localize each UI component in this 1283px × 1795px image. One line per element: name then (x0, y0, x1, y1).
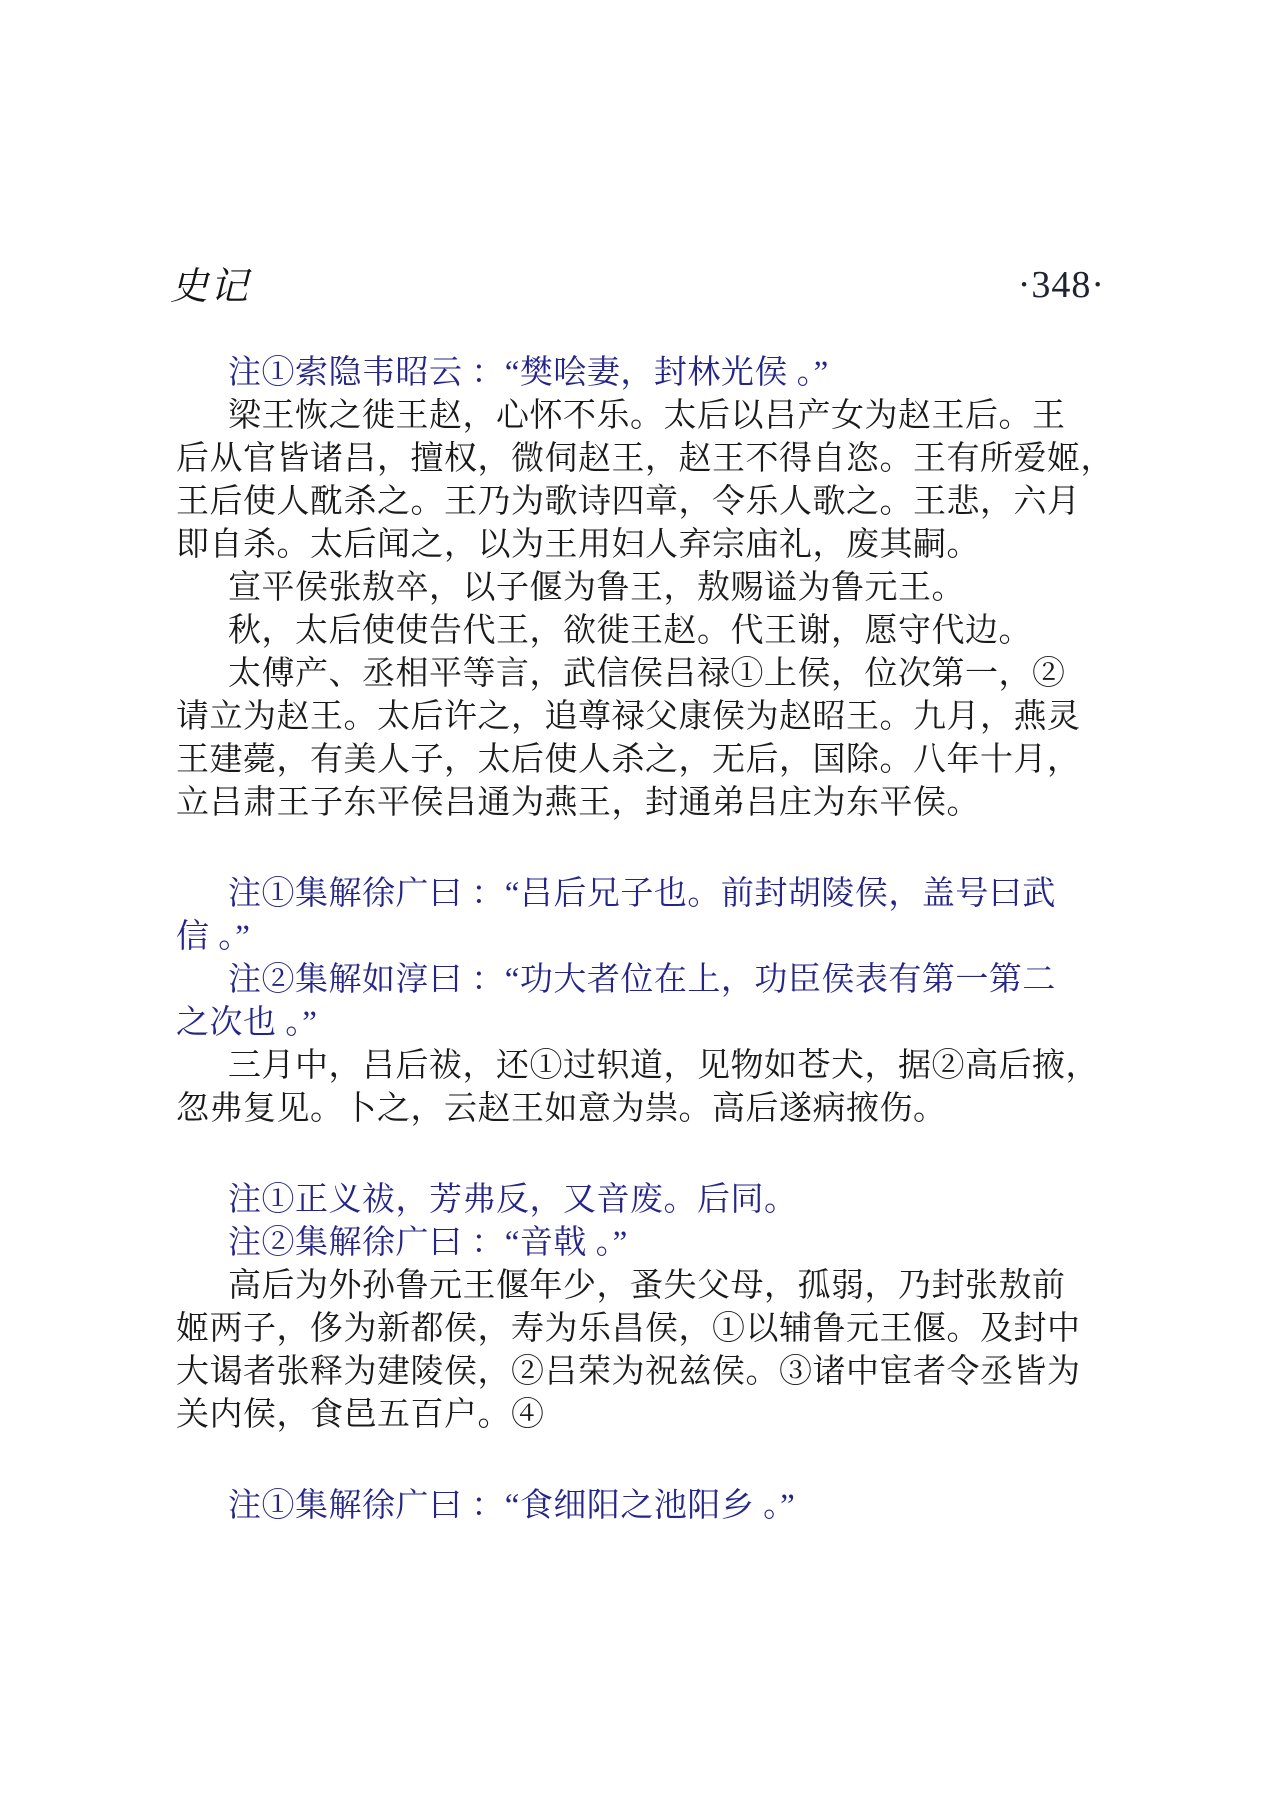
annotation-line: 注①集解徐广曰 ：“食细阳之池阳乡 。” (228, 1488, 796, 1524)
body-text-line: 高后为外孙鲁元王偃年少，蚤失父母，孤弱，乃封张敖前 (228, 1268, 1066, 1304)
body-text-line: 太傅产、丞相平等言，武信侯吕禄①上侯，位次第一，② (228, 656, 1066, 692)
body-text-line: 秋，太后使使告代王，欲徙王赵。代王谢，愿守代边。 (228, 613, 1032, 649)
body-text-line: 梁王恢之徙王赵，心怀不乐。太后以吕产女为赵王后。王 (228, 398, 1066, 434)
body-text-line: 后从官皆诸吕，擅权，微伺赵王，赵王不得自恣。王有所爱姬， (176, 441, 1114, 477)
body-text-line: 关内侯，食邑五百户。④ (176, 1397, 545, 1433)
body-text-line: 王建薨，有美人子，太后使人杀之，无后，国除。八年十月， (176, 742, 1081, 778)
page-number: ·348· (1017, 264, 1105, 306)
body-text-line: 宣平侯张敖卒，以子偃为鲁王，敖赐谥为鲁元王。 (228, 570, 965, 606)
body-text-line: 立吕肃王子东平侯吕通为燕王，封通弟吕庄为东平侯。 (176, 785, 980, 821)
annotation-line: 信 。” (176, 919, 251, 955)
annotation-line: 注①索隐韦昭云 ：“樊哙妻，封林光侯 。” (228, 355, 829, 391)
annotation-line: 注①正义祓，芳弗反，又音废。后同。 (228, 1182, 798, 1218)
page-body (176, 352, 1126, 1528)
annotation-line: 注②集解如淳曰 ：“功大者位在上，功臣侯表有第一第二 (228, 962, 1056, 998)
annotation-line: 注①集解徐广曰 ：“吕后兄子也。前封胡陵侯，盖号曰武 (228, 876, 1056, 912)
body-text-line: 即自杀。太后闻之，以为王用妇人弃宗庙礼，废其嗣。 (176, 527, 980, 563)
body-text-line: 三月中，吕后祓，还①过轵道，见物如苍犬，据②高后掖， (228, 1048, 1099, 1084)
body-text-line: 姬两子，侈为新都侯，寿为乐昌侯，①以辅鲁元王偃。及封中 (176, 1311, 1081, 1347)
annotation-line: 之次也 。” (176, 1005, 318, 1041)
body-text-line: 王后使人酖杀之。王乃为歌诗四章，令乐人歌之。王悲，六月 (176, 484, 1081, 520)
body-text-line: 请立为赵王。太后许之，追尊禄父康侯为赵昭王。九月，燕灵 (176, 699, 1081, 735)
body-text-line: 忽弗复见。卜之，云赵王如意为祟。高后遂病掖伤。 (176, 1091, 947, 1127)
book-title: 史记 (170, 266, 251, 308)
body-text-line: 大谒者张释为建陵侯，②吕荣为祝兹侯。③诸中宦者令丞皆为 (176, 1354, 1081, 1390)
annotation-line: 注②集解徐广曰 ：“音戟 。” (228, 1225, 628, 1261)
